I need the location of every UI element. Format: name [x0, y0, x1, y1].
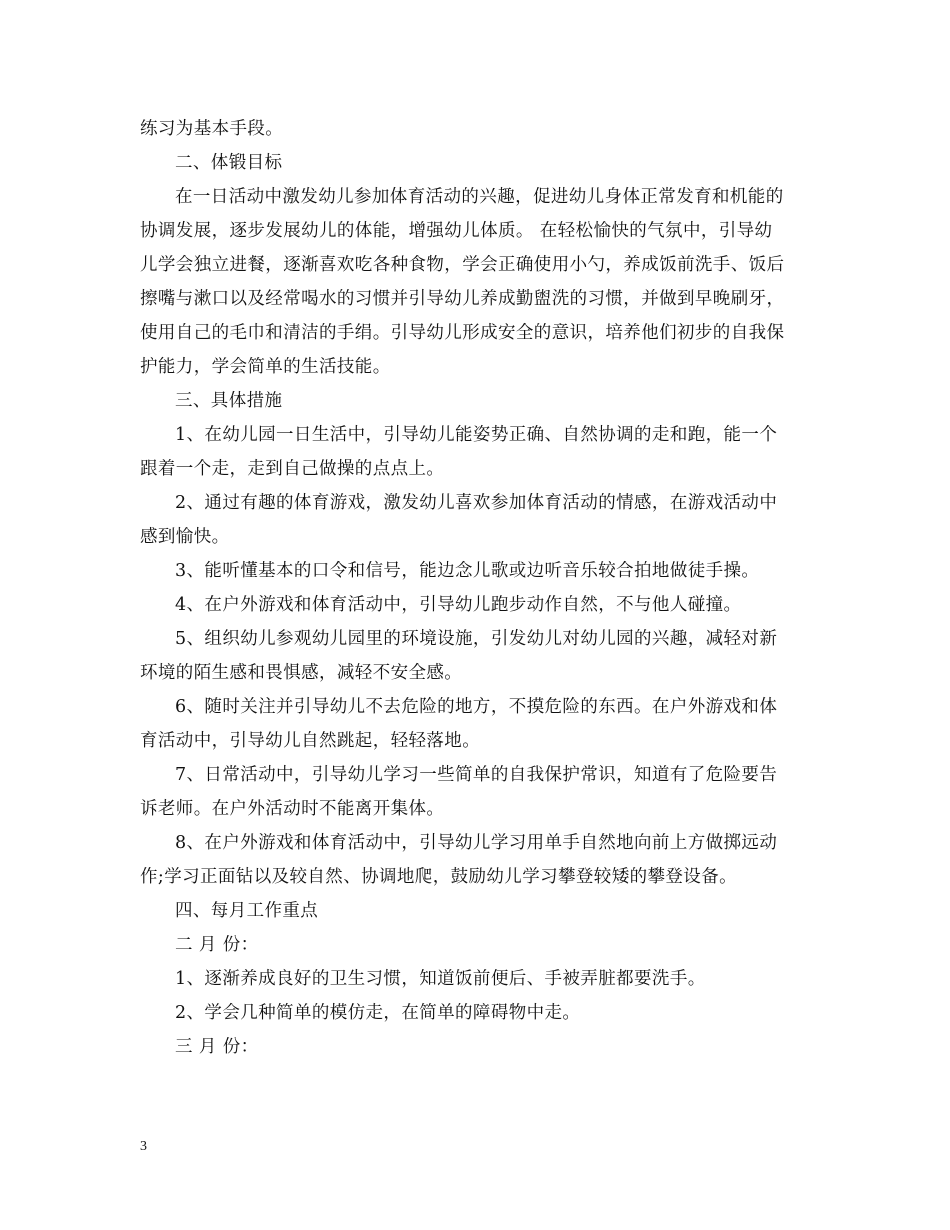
text-line: 环境的陌生感和畏惧感，减轻不安全感。 — [140, 663, 463, 683]
text-line: 诉老师。在户外活动时不能离开集体。 — [140, 799, 445, 819]
text-line: 作;学习正面钻以及较自然、协调地爬，鼓励幼儿学习攀登较矮的攀登设备。 — [140, 867, 737, 887]
text-line: 擦嘴与漱口以及经常喝水的习惯并引导幼儿养成勤盥洗的习惯，并做到早晚刷牙， — [140, 289, 785, 309]
text-line: 三、具体措施 — [175, 391, 283, 411]
text-line: 协调发展，逐步发展幼儿的体能，增强幼儿体质。 在轻松愉快的气氛中，引导幼 — [140, 221, 773, 241]
page-number: 3 — [140, 1139, 147, 1154]
text-line: 1、在幼儿园一日生活中，引导幼儿能姿势正确、自然协调的走和跑，能一个 — [175, 425, 778, 445]
text-line: 感到愉快。 — [140, 527, 230, 547]
text-line: 护能力，学会简单的生活技能。 — [140, 357, 391, 377]
text-line: 2、通过有趣的体育游戏，激发幼儿喜欢参加体育活动的情感，在游戏活动中 — [175, 493, 778, 513]
text-line: 2、学会几种简单的模仿走，在简单的障碍物中走。 — [175, 1003, 581, 1023]
text-line: 7、日常活动中，引导幼儿学习一些简单的自我保护常识，知道有了危险要告 — [175, 765, 778, 785]
text-line: 5、组织幼儿参观幼儿园里的环境设施，引发幼儿对幼儿园的兴趣，减轻对新 — [175, 629, 778, 649]
text-line: 育活动中，引导幼儿自然跳起，轻轻落地。 — [140, 731, 481, 751]
text-line: 练习为基本手段。 — [140, 119, 284, 139]
text-line: 儿学会独立进餐，逐渐喜欢吃各种食物，学会正确使用小勺，养成饭前洗手、饭后 — [140, 255, 785, 275]
text-line: 二 月 份： — [175, 935, 259, 955]
text-line: 3、能听懂基本的口令和信号，能边念儿歌或边听音乐较合拍地做徒手操。 — [175, 561, 760, 581]
text-line: 四、每月工作重点 — [175, 901, 319, 921]
text-line: 跟着一个走，走到自己做操的点点上。 — [140, 459, 445, 479]
document-body — [140, 112, 812, 1064]
text-line: 使用自己的毛巾和清洁的手绢。引导幼儿形成安全的意识，培养他们初步的自我保 — [140, 323, 785, 343]
text-line: 三 月 份： — [175, 1037, 259, 1057]
text-line: 二、体锻目标 — [175, 153, 283, 173]
text-line: 在一日活动中激发幼儿参加体育活动的兴趣，促进幼儿身体正常发育和机能的 — [175, 187, 784, 207]
text-line: 1、逐渐养成良好的卫生习惯，知道饭前便后、手被弄脏都要洗手。 — [175, 969, 706, 989]
text-line: 4、在户外游戏和体育活动中，引导幼儿跑步动作自然，不与他人碰撞。 — [175, 595, 742, 615]
text-line: 8、在户外游戏和体育活动中，引导幼儿学习用单手自然地向前上方做掷远动 — [175, 833, 778, 853]
text-line: 6、随时关注并引导幼儿不去危险的地方，不摸危险的东西。在户外游戏和体 — [175, 697, 778, 717]
